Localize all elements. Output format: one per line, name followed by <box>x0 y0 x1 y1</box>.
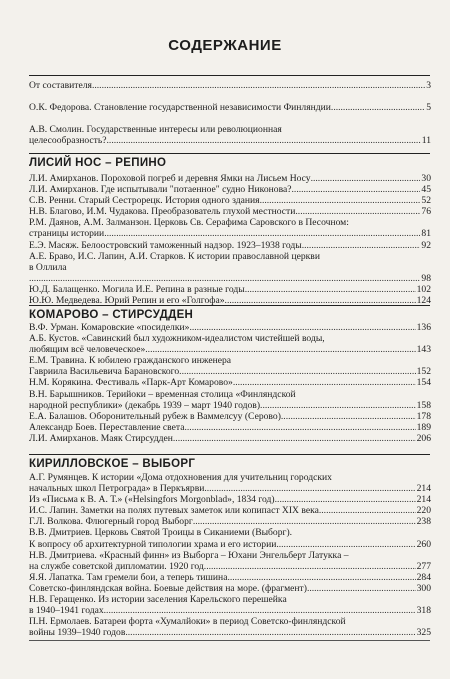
entry-title: Гавриила Васильевича Барановского <box>29 366 180 378</box>
page-number: 92 <box>421 239 431 251</box>
entry-title: народной республики» (декабрь 1939 – март 1940 годов) <box>29 399 261 411</box>
entry-title: любящим всё человеческое» <box>29 344 146 356</box>
entry-title: начальных школ Петрограда» в Перкъярви <box>29 483 205 495</box>
dot-leader <box>179 366 415 377</box>
entry-line: Е.М. Травина. К юбилею гражданского инженера <box>29 355 232 367</box>
dot-leader <box>307 583 416 594</box>
toc-entry[interactable] <box>29 472 431 494</box>
entry-line: В.Н. Барышников. Терийоки – временная столица «Финляндской <box>29 388 296 400</box>
dot-leader <box>185 422 416 433</box>
page-number: 102 <box>416 283 431 295</box>
toc-entry[interactable] <box>29 572 431 583</box>
dot-leader <box>204 483 415 494</box>
section-entries <box>29 472 431 638</box>
bottom-rule <box>29 640 430 641</box>
page-number: 300 <box>416 582 431 594</box>
entry-title: войны 1939–1940 годов <box>29 627 126 639</box>
page-number: 220 <box>416 505 431 517</box>
dot-leader <box>92 80 425 91</box>
page-number: 5 <box>426 102 431 114</box>
dot-leader <box>29 273 420 284</box>
toc-entry[interactable] <box>29 505 431 516</box>
section-divider <box>29 305 430 306</box>
entry-line: А.Г. Румянцев. К истории «Дома отдохновения для учительниц городских <box>29 472 332 483</box>
dot-leader <box>331 102 425 113</box>
dot-leader <box>302 240 421 251</box>
page-number: 136 <box>416 322 431 333</box>
toc-entry[interactable] <box>29 206 431 217</box>
section-entries <box>29 322 431 444</box>
entry-line: Р.М. Даянов, А.М. Залманзон. Церковь Св. Серафима Саровского в Песочном: <box>29 217 349 229</box>
page-number: 260 <box>416 538 431 550</box>
dot-leader <box>260 195 421 206</box>
page-number: 277 <box>416 560 431 572</box>
page-number: 189 <box>416 421 431 433</box>
toc-entry[interactable] <box>29 355 431 377</box>
section-divider <box>29 454 430 455</box>
page-number: 143 <box>416 344 431 356</box>
entry-title: Е.А. Балашов. Оборонительный рубеж в Ваммелсуу (Серово) <box>29 410 281 422</box>
entry-line: Н.В. Геращенко. Из истории заселения Карельского перешейка <box>29 594 287 606</box>
dot-leader <box>193 516 416 527</box>
dot-leader <box>104 228 420 239</box>
page-number: 11 <box>421 135 431 147</box>
dot-leader <box>292 184 421 195</box>
dot-leader <box>189 322 415 333</box>
toc-entry[interactable] <box>29 173 431 184</box>
dot-leader <box>227 572 415 583</box>
dot-leader <box>104 605 416 616</box>
title-divider <box>29 75 430 76</box>
entry-title: И.С. Лапин. Заметки на полях путевых заметок или копипаст XIX века <box>29 505 319 517</box>
toc-entry[interactable] <box>29 284 431 295</box>
page-number: 30 <box>421 173 431 184</box>
toc-entry[interactable] <box>29 527 431 538</box>
toc-entry[interactable] <box>29 80 431 91</box>
toc-entry[interactable] <box>29 516 431 527</box>
page-number: 206 <box>416 432 431 444</box>
entry-title: С.В. Ренни. Старый Сестрорецк. История одного здания <box>29 195 260 207</box>
dot-leader <box>276 539 415 550</box>
entry-title: К вопросу об архитектурной типологии храма и его истории <box>29 538 277 550</box>
entry-title: страницы истории <box>29 228 105 240</box>
entry-title: Александр Боев. Переставление света <box>29 421 185 433</box>
entry-title: Н.М. Корякина. Фестиваль «Парк-Арт Комарово» <box>29 377 233 389</box>
entry-title: Н.В. Благово, И.М. Чудакова. Преобразователь глухой местности <box>29 206 296 218</box>
toc-entry[interactable] <box>29 377 431 388</box>
page-number: 98 <box>421 272 431 284</box>
page-number: 178 <box>416 410 431 422</box>
page-title: СОДЕРЖАНИЕ <box>168 37 282 54</box>
toc-entry[interactable] <box>29 539 431 550</box>
page-number: 214 <box>416 483 431 495</box>
section-divider <box>29 153 430 154</box>
entry-title: Из «Письма к В. А. Т.» («Helsingfors Morgonblad», 1834 год) <box>29 494 275 506</box>
section-heading: ЛИСИЙ НОС – РЕПИНО <box>29 157 167 169</box>
page-number: 45 <box>421 184 431 196</box>
toc-entry[interactable] <box>29 217 431 239</box>
section-entries <box>29 173 431 306</box>
page-number: 318 <box>416 605 431 617</box>
entry-title: О.К. Федорова. Становление государственной независимости Финляндии <box>29 102 331 114</box>
dot-leader <box>145 344 415 355</box>
section-heading: КОМАРОВО – СТИРСУДДЕН <box>29 309 194 321</box>
toc-entry[interactable] <box>29 195 431 206</box>
dot-leader <box>245 284 416 295</box>
page-number: 124 <box>416 295 431 307</box>
toc-entry[interactable] <box>29 333 431 355</box>
entry-line: А.Е. Браво, И.С. Лапин, А.И. Старков. К истории православной церкви <box>29 250 320 262</box>
page-number: 76 <box>421 206 431 218</box>
page-number: 238 <box>416 516 431 528</box>
entry-line: в Оллила <box>29 261 67 273</box>
entry-title: Е.Э. Масяж. Белоостровский таможенный надзор. 1923–1938 годы <box>29 239 302 251</box>
dot-leader <box>319 505 416 516</box>
entry-title: В.В. Дмитриев. Церковь Святой Троицы в Сиканиеми (Выборг). <box>29 527 293 539</box>
entry-title: Г.Л. Волкова. Флюгерный город Выборг <box>29 516 193 528</box>
entry-title: Ю.Ю. Медведева. Юрий Репин и его «Голгофа» <box>29 295 225 307</box>
entry-title: Л.И. Амирханов. Пороховой погреб и деревня Ямки на Лисьем Носу <box>29 173 311 184</box>
dot-leader <box>311 173 421 184</box>
entry-title: Ю.Д. Балащенко. Могила И.Е. Репина в разные годы <box>29 283 245 295</box>
dot-leader <box>295 206 420 217</box>
entry-title: Л.И. Амирханов. Маяк Стирсудден <box>29 432 173 444</box>
toc-entry[interactable] <box>29 322 431 333</box>
toc-entry[interactable] <box>29 124 431 146</box>
toc-intro <box>29 80 431 146</box>
page-number: 154 <box>416 377 431 389</box>
dot-leader <box>260 400 416 411</box>
toc-entry[interactable] <box>29 422 431 433</box>
page-number: 325 <box>416 627 431 639</box>
entry-line: А.Б. Кустов. «Савинский был художником-идеалистом чистейшей воды, <box>29 333 325 345</box>
entry-title: Я.Я. Лапатка. Там гремели бои, а теперь тишина <box>29 571 228 583</box>
toc-entry[interactable] <box>29 184 431 195</box>
entry-title: на службе советской дипломатии. 1920 год <box>29 560 204 572</box>
dot-leader <box>125 627 415 638</box>
page-number: 158 <box>416 399 431 411</box>
entry-line: Н.В. Дмитриева. «Красный финн» из Выборга – Юхани Энгельберт Латукка – <box>29 549 349 561</box>
toc-entry[interactable] <box>29 594 431 616</box>
entry-line: А.В. Смолин. Государственные интересы или революционная <box>29 124 282 136</box>
page-number <box>292 527 293 538</box>
toc-entry[interactable] <box>29 550 431 572</box>
entry-title: От составителя <box>29 80 92 91</box>
dot-leader <box>107 135 421 146</box>
page-number: 81 <box>421 228 431 240</box>
toc-entry[interactable] <box>29 102 431 113</box>
entry-title: Советско-финляндская война. Боевые действия на море. (фрагмент) <box>29 582 307 594</box>
page-number: 52 <box>421 195 431 207</box>
dot-leader <box>173 433 416 444</box>
entry-line: П.Н. Ермолаев. Батареи форта «Хумалйоки» в период Советско-финляндской <box>29 616 346 628</box>
toc-entry[interactable] <box>29 583 431 594</box>
dot-leader <box>233 377 416 388</box>
toc-entry[interactable] <box>29 251 431 284</box>
dot-leader <box>204 561 416 572</box>
page-number: 3 <box>426 80 431 91</box>
toc-entry[interactable] <box>29 433 431 444</box>
entry-title: целесообразность? <box>29 135 107 147</box>
page-number: 152 <box>416 366 431 378</box>
dot-leader <box>281 411 416 422</box>
entry-title: Л.И. Амирханов. Где испытывали "потаенное" судно Никонова? <box>29 184 292 196</box>
dot-leader <box>275 494 416 505</box>
entry-title: В.Ф. Урман. Комаровские «посиделки» <box>29 322 190 333</box>
toc-entry[interactable] <box>29 411 431 422</box>
page-number: 284 <box>416 571 431 583</box>
entry-title: в 1940–1941 годах <box>29 605 104 617</box>
toc-entry[interactable] <box>29 240 431 251</box>
toc-entry[interactable] <box>29 389 431 411</box>
toc-entry[interactable] <box>29 494 431 505</box>
section-heading: КИРИЛЛОВСКОЕ – ВЫБОРГ <box>29 458 196 470</box>
toc-entry[interactable] <box>29 616 431 638</box>
page-number: 214 <box>416 494 431 506</box>
